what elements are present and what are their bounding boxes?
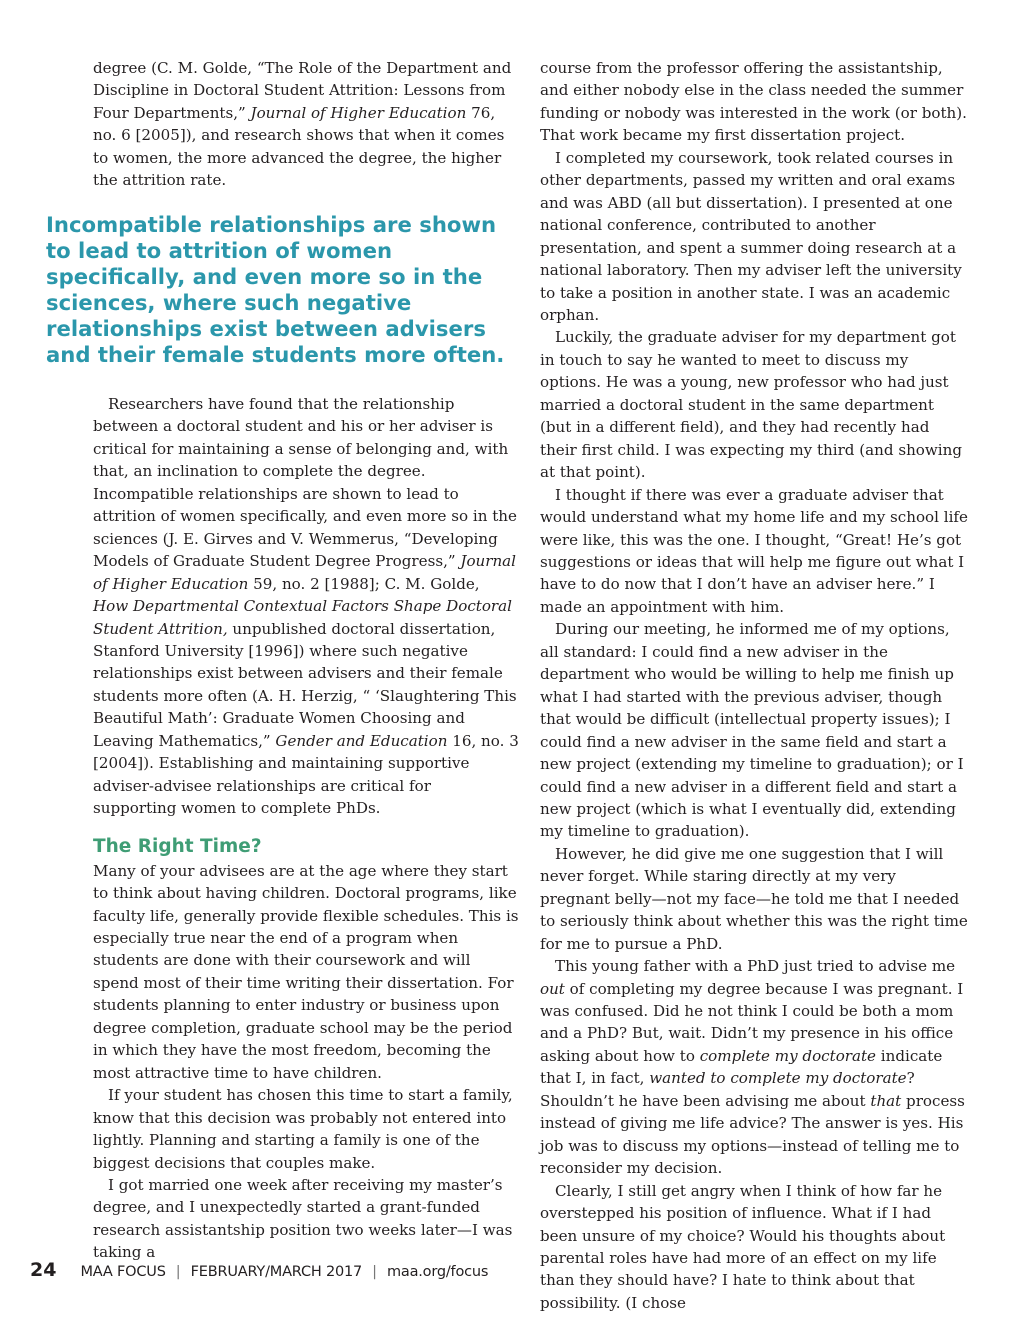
text-run: Clearly, I still get angry when I think of how far he overstepped his position of influence. What if I had been unsure of my choice? Would his thoughts about parental roles have had more of an effect on my life than they should have? I hate to think about that possibility. (I chose bbox=[540, 1181, 946, 1312]
italic-text-run: How Departmental Contextual Factors Shape Doctoral Student Attrition, bbox=[93, 597, 512, 638]
italic-text-run: Gender and Education bbox=[275, 731, 448, 750]
left-column-top bbox=[93, 57, 519, 192]
body-paragraph bbox=[540, 57, 968, 147]
body-paragraph bbox=[540, 843, 968, 955]
body-paragraph bbox=[540, 326, 968, 483]
text-run: ? Shouldn’t he have been advising me about bbox=[540, 1069, 915, 1110]
section-heading: The Right Time? bbox=[93, 835, 262, 857]
body-paragraph bbox=[93, 860, 519, 1085]
text-run: indicate that I, in fact, bbox=[540, 1046, 943, 1088]
text-run: unpublished doctoral dissertation, Stanford University [1996]) where such negative relationships exist between advisers and their female students more often (A. H. Herzig, “ ‘Slaughtering This Beautiful Math’: Graduate Women Choosing and Leaving Mathematics,” bbox=[93, 619, 517, 750]
body-paragraph bbox=[540, 618, 968, 843]
text-run: Many of your advisees are at the age where they start to think about having children. Doctoral programs, like faculty life, generally provide flexible schedules. This is especially true near the end of a program when students are done with their coursework and will spend most of their time writing their dissertation. For students planning to enter industry or business upon degree completion, graduate school may be the period in which they have the most freedom, becoming the most attractive time to have children. bbox=[93, 861, 519, 1082]
body-paragraph bbox=[540, 484, 968, 619]
page-number: 24 bbox=[30, 1259, 57, 1281]
italic-text-run: Journal of Higher Education bbox=[250, 103, 467, 122]
footer-url[interactable]: maa.org/focus bbox=[386, 1264, 489, 1280]
body-paragraph bbox=[540, 1180, 968, 1315]
text-run: However, he did give me one suggestion that I will never forget. While staring directly at my very pregnant belly—not my face—he told me that I needed to seriously think about whether this was the right time for me to pursue a PhD. bbox=[540, 844, 968, 953]
publication-name: MAA FOCUS bbox=[80, 1264, 166, 1280]
text-run: 59, no. 2 [1988]; C. M. Golde, bbox=[248, 574, 480, 593]
body-paragraph bbox=[93, 393, 519, 820]
text-run: I completed my coursework, took related courses in other departments, passed my written and oral exams and was ABD (all but dissertation). I presented at one national conference, contributed to another presentation, and spent a summer doing research at a national laboratory. Then my adviser left the university to take a position in another state. I was an academic orphan. bbox=[540, 148, 962, 324]
left-column-main bbox=[93, 393, 519, 1264]
continued-paragraph bbox=[93, 57, 519, 192]
body-paragraph bbox=[93, 1174, 519, 1264]
text-run: process instead of giving me life advice? The answer is yes. His job was to discuss my options—instead of telling me to reconsider my decision. bbox=[540, 1091, 965, 1178]
italic-text-run: Journal of Higher Education bbox=[93, 552, 517, 593]
text-run: Researchers have found that the relationship between a doctoral student and his or her adviser is critical for maintaining a sense of belonging and, with that, an inclination to complete the degree. Incompatible relationships are shown to lead to attrition of women specifically, and even more so in the sciences (J. E. Girves and V. Wemmerus, “Developing Models of Graduate Student Degree Progress,” bbox=[93, 395, 517, 571]
text-run: degree (C. M. Golde, “The Role of the Department and Discipline in Doctoral Student Attrition: Lessons from Four Departments,” bbox=[93, 59, 512, 122]
text-run: of completing my degree because I was pregnant. I was confused. Did he not think I could be both a mom and a PhD? But, wait. Didn’t my presence in his office asking about how to bbox=[540, 979, 964, 1065]
italic-text-run: out bbox=[540, 979, 565, 998]
body-paragraph bbox=[540, 147, 968, 327]
body-paragraph bbox=[540, 955, 968, 1180]
text-run: During our meeting, he informed me of my options, all standard: I could find a new adviser in the department who would be willing to help me finish up what I had started with the previous adviser, though that would be difficult (intellectual property issues); I could find a new adviser in the same field and start a new project (extending my timeline to graduation); or I could find a new adviser in a different field and start a new project (which is what I eventually did, extending my timeline to graduation). bbox=[540, 620, 964, 841]
text-run: I got married one week after receiving my master’s degree, and I unexpectedly started a grant-funded research assistantship position two weeks later—I was taking a bbox=[93, 1175, 513, 1262]
text-run: Luckily, the graduate adviser for my department got in touch to say he wanted to meet to discuss my options. He was a young, new professor who had just married a doctoral student in the same department (but in a different field), and they had recently had their first child. I was expecting my third (and showing at that point). bbox=[540, 328, 963, 482]
issue-date: FEBRUARY/MARCH 2017 bbox=[190, 1264, 363, 1280]
text-run: This young father with a PhD just tried to advise me bbox=[555, 957, 956, 976]
text-run: If your student has chosen this time to start a family, know that this decision was probably not entered into lightly. Planning and starting a family is one of the biggest decisions that couples make. bbox=[93, 1086, 513, 1172]
footer-separator: | bbox=[175, 1264, 181, 1280]
body-paragraph bbox=[93, 1084, 519, 1174]
text-run: course from the professor offering the assistantship, and either nobody else in the class needed the summer funding or nobody was interested in the work (or both). That work became my first dissertation project. bbox=[540, 59, 967, 145]
text-run: I thought if there was ever a graduate adviser that would understand what my home life and my school life were like, this was the one. I thought, “Great! He’s got suggestions or ideas that will help me figure out what I have to do now that I don’t have an adviser here.” I made an appointment with him. bbox=[540, 485, 968, 616]
text-run: 76, no. 6 [2005]), and research shows that when it comes to women, the more advanced the degree, the higher the attrition rate. bbox=[93, 103, 505, 190]
right-column bbox=[540, 57, 968, 1314]
italic-text-run: complete my doctorate bbox=[699, 1046, 876, 1065]
footer-separator: | bbox=[372, 1264, 377, 1280]
pull-quote: Incompatible relationships are shown to lead to attrition of women specifically, and even more so in the sciences, where such negative relationships exist between advisers and their female students more often. bbox=[46, 212, 505, 367]
page-footer bbox=[30, 1259, 488, 1281]
italic-text-run: wanted to complete my doctorate bbox=[649, 1069, 907, 1088]
italic-text-run: that bbox=[870, 1091, 902, 1110]
text-run: 16, no. 3 [2004]). Establishing and maintaining supportive adviser-advisee relationships are critical for supporting women to complete PhDs. bbox=[93, 731, 519, 818]
